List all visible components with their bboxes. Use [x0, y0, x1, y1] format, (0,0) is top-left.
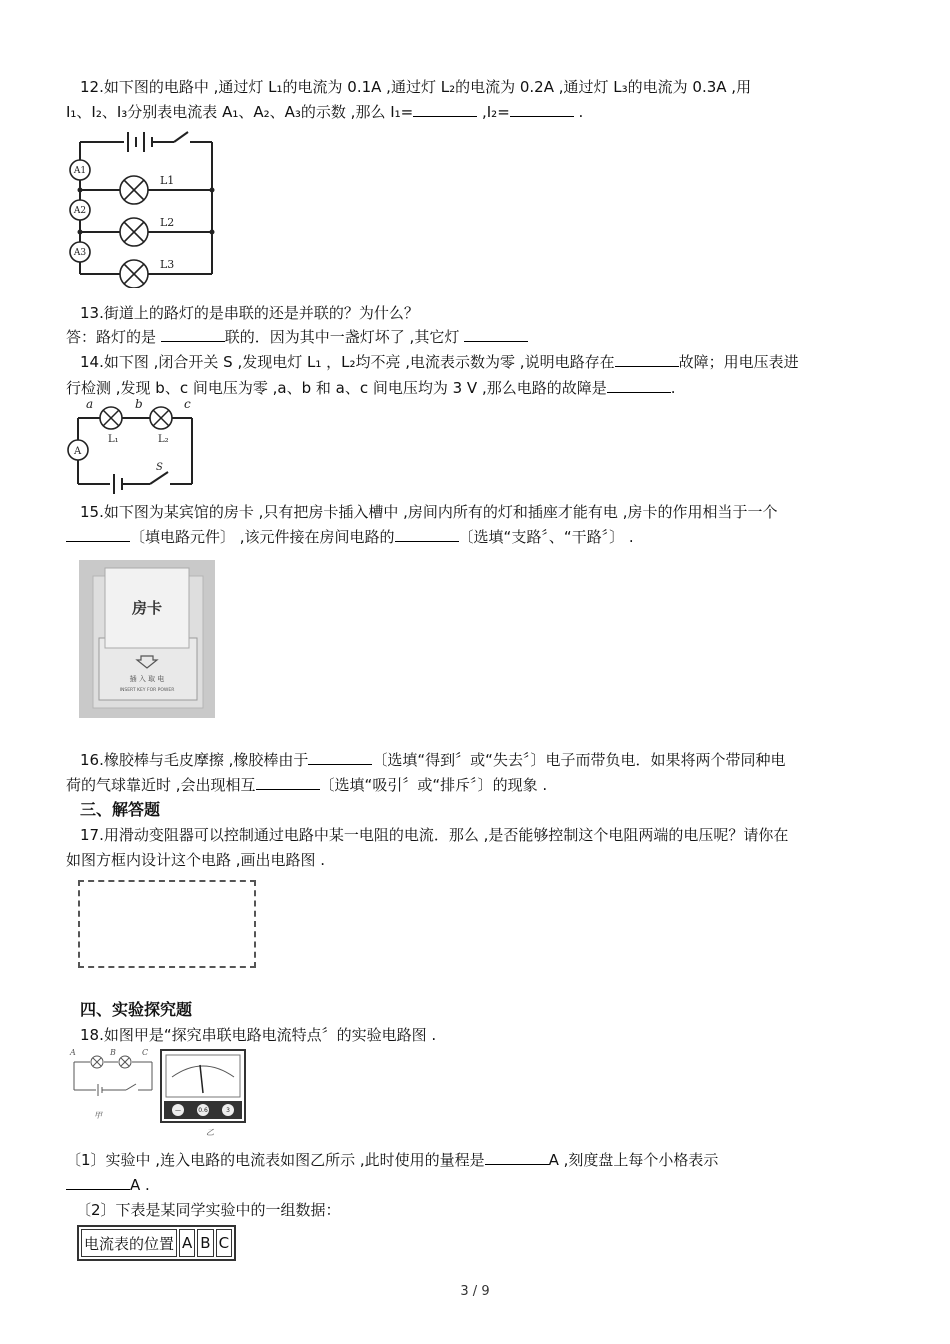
a2-label: A2: [73, 206, 87, 216]
point-b-label: B: [110, 1048, 116, 1057]
table-cell-b: B: [197, 1229, 213, 1257]
l2-label: L₂: [158, 434, 169, 445]
q16-line2: [66, 774, 547, 796]
q16-text-d: 〔选填“吸引〞或“排斥〞〕的现象 .: [319, 776, 548, 794]
q16-text-b: 〔选填“得到〞或“失去〞〕电子而带负电．如果将两个带同种电: [372, 751, 786, 769]
q12-line1: 12.如下图的电路中 ,通过灯 L₁的电流为 0.1A ,通过灯 L₂的电流为 0.2A ,通过灯 L₃的电流为 0.3A ,用: [80, 78, 752, 96]
q14-blank-1: [615, 352, 679, 367]
q18-circuit-figure: [68, 1046, 158, 1138]
q13-text-a: 答：路灯的是: [66, 328, 161, 346]
q13-text-b: 联的．因为其中一盏灯坏了 ,其它灯: [224, 328, 465, 346]
table-cell-position: 电流表的位置: [81, 1229, 177, 1257]
fig-jia-label: 甲: [94, 1111, 102, 1120]
table-cell-a: A: [179, 1229, 195, 1257]
q12-text-c: .: [573, 103, 584, 121]
q18-blank-2: [66, 1175, 130, 1190]
q18-text-a: 〔1〕实验中 ,连入电路的电流表如图乙所示 ,此时使用的量程是: [66, 1151, 485, 1169]
l1-label: L₁: [108, 434, 119, 445]
q17-answer-box[interactable]: [78, 880, 256, 968]
q13-line2: [66, 326, 528, 348]
table-row: [81, 1229, 232, 1257]
q13-blank-2: [464, 327, 528, 342]
q14-text-c: 行检测 ,发现 b、c 间电压为零 ,a、b 和 a、c 间电压均为 3 V ,那么电路的故障是: [66, 379, 607, 397]
terminal-06: 0.6: [198, 1107, 208, 1114]
q14-text-d: .: [670, 379, 676, 397]
terminal-minus: —: [175, 1107, 181, 1114]
q16-text-a: 16.橡胶棒与毛皮摩擦 ,橡胶棒由于: [80, 751, 309, 769]
q18-line1: 18.如图甲是“探究串联电路电流特点〞的实验电路图 .: [80, 1026, 437, 1044]
q14-text-b: 故障；用电压表进: [678, 353, 799, 371]
q13-blank-1: [161, 327, 225, 342]
q14-blank-2: [607, 378, 671, 393]
point-a-label: A: [70, 1048, 76, 1057]
q15-line1: 15.如下图为某宾馆的房卡 ,只有把房卡插入槽中 ,房间内所有的灯和插座才能有电 ,房卡的作用相当于一个: [80, 503, 778, 521]
ammeter-dial-figure: [160, 1049, 246, 1139]
point-c-label: C: [142, 1048, 149, 1057]
q12-blank-i1: [413, 102, 477, 117]
q12-text-a: I₁、I₂、I₃分别表电流表 A₁、A₂、A₃的示数 ,那么 I₁=: [66, 103, 414, 121]
point-b-label: b: [135, 398, 143, 411]
q14-circuit-figure: [64, 398, 198, 496]
q16-blank-2: [256, 775, 320, 790]
section-3-heading: 三、解答题: [80, 800, 161, 819]
q15-text-b: 〔选填“支路〞、“干路〞〕 .: [458, 528, 634, 546]
q16-line1: [80, 749, 785, 771]
q14-line1: [80, 351, 799, 373]
section-4-heading: 四、实验探究题: [80, 1000, 193, 1019]
point-a-label: a: [86, 398, 94, 411]
card-label: 房卡: [131, 599, 163, 617]
slot-text: 插 入 取 电: [129, 675, 165, 683]
q18-text-b: A ,刻度盘上每个小格表示: [548, 1151, 719, 1169]
q18-blank-1: [485, 1150, 549, 1165]
q17-line1: 17.用滑动变阻器可以控制通过电路中某一电阻的电流．那么 ,是否能够控制这个电阻两端的电压呢？请你在: [80, 826, 789, 844]
q15-blank-1: [66, 527, 130, 542]
q17-line2: 如图方框内设计这个电路 ,画出电路图 .: [66, 851, 326, 869]
l1-label: L1: [160, 174, 175, 187]
q18-sub2-line: 〔2〕下表是某同学实验中的一组数据：: [76, 1201, 341, 1219]
slot-text-en: INSERT KEY FOR POWER: [119, 688, 175, 693]
q12-circuit-figure: [66, 128, 222, 288]
q14-text-a: 14.如下图 ,闭合开关 S ,发现电灯 L₁ ，L₂均不亮 ,电流表示数为零 ,说明电路存在: [80, 353, 615, 371]
q16-blank-1: [308, 750, 372, 765]
q18-text-c: A .: [130, 1176, 150, 1194]
q15-blank-2: [395, 527, 459, 542]
q16-text-c: 荷的气球靠近时 ,会出现相互: [66, 776, 256, 794]
meter-label: A: [74, 446, 82, 457]
page-number: 3 / 9: [460, 1284, 490, 1299]
q12-line2: [66, 101, 583, 123]
a1-label: A1: [73, 166, 87, 176]
q12-blank-i2: [510, 102, 574, 117]
q14-line2: [66, 377, 676, 399]
q18-sub1-line1: [66, 1149, 718, 1171]
a3-label: A3: [73, 248, 87, 258]
q15-text-a: 〔填电路元件〕 ,该元件接在房间电路的: [130, 528, 395, 546]
l2-label: L2: [160, 216, 175, 229]
data-table: [77, 1225, 236, 1261]
point-c-label: c: [184, 398, 191, 411]
q15-line2: [66, 526, 634, 548]
q13-line1: 13.街道上的路灯的是串联的还是并联的？为什么？: [80, 304, 419, 322]
room-card-photo: [79, 560, 215, 718]
terminal-3: 3: [226, 1107, 230, 1114]
table-cell-c: C: [216, 1229, 232, 1257]
q12-text-b: ,I₂=: [477, 103, 510, 121]
fig-yi-label: 乙: [206, 1128, 214, 1137]
q18-sub1-line2: [66, 1174, 150, 1196]
switch-label: S: [156, 462, 163, 473]
l3-label: L3: [160, 258, 175, 271]
